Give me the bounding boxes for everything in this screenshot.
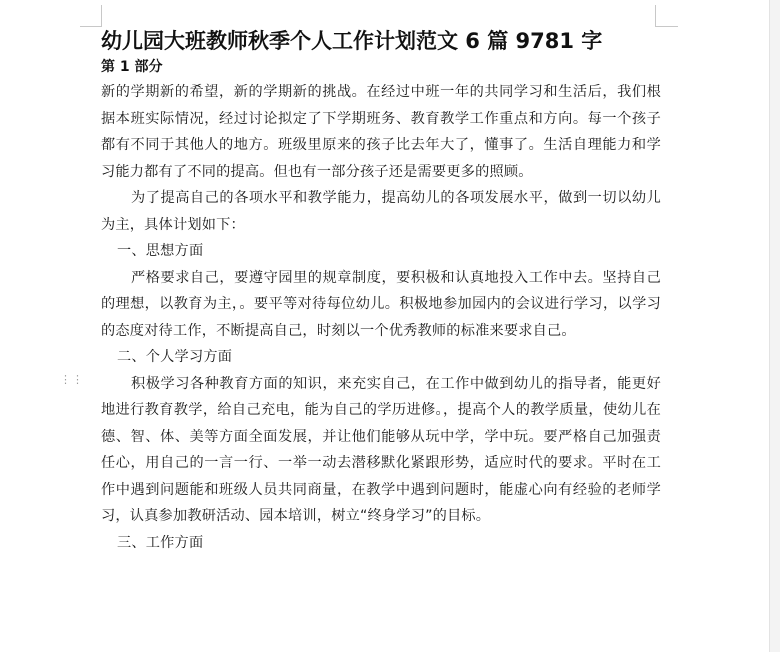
crop-mark-left-horizontal — [80, 26, 101, 27]
vertical-scrollbar[interactable] — [769, 0, 780, 652]
paragraph-intro: 新的学期新的希望，新的学期新的挑战。在经过中班一年的共同学习和生活后，我们根据本班实际情况，经过讨论拟定了下学期班务、教育教学工作重点和方向。每一个孩子都有不同于其他人的地方。班级里原来的孩子比去年大了，懂事了。生活自理能力和学习能力都有了不同的提高。但也有一部分孩子还是需要更多的照顾。 — [101, 84, 661, 180]
heading-work: 三、工作方面 — [117, 534, 204, 551]
paragraph-study: 积极学习各种教育方面的知识，来充实自己，在工作中做到幼儿的指导者，能更好地进行教育教学，给自己充电，能为自己的学历进修。，提高个人的教学质量，使幼儿在德、智、体、美等方面全面发展，并让他们能够从玩中学，学中玩。要严格自己加强责任心，用自己的一言一行、一举一动去潜移默化紧跟形势，适应时代的要求。平时在工作中遇到问题能和班级人员共同商量，在教学中遇到问题时，能虚心向有经验的老师学习，认真参加教研活动、园本培训，树立“终身学习”的目标。 — [101, 375, 661, 524]
heading-thought: 一、思想方面 — [117, 243, 204, 259]
document-body — [101, 27, 661, 556]
paragraph-drag-handle-icon[interactable]: ⋮⋮ — [60, 373, 84, 386]
section-heading: 第 1 部分 — [101, 59, 163, 75]
document-title: 幼儿园大班教师秋季个人工作计划范文 6 篇 9781 字 — [101, 29, 603, 53]
crop-mark-right-vertical — [655, 5, 656, 27]
crop-mark-left-vertical — [101, 5, 102, 27]
paragraph-plan: 为了提高自己的各项水平和教学能力，提高幼儿的各项发展水平，做到一切以幼儿为主，具体计划如下： — [101, 190, 661, 233]
heading-study: 二、个人学习方面 — [117, 349, 233, 365]
paragraph-thought: 严格要求自己，要遵守园里的规章制度，要积极和认真地投入工作中去。坚持自己的理想，以教育为主，。要平等对待每位幼儿。积极地参加园内的会议进行学习，以学习的态度对待工作，不断提高自己，时刻以一个优秀教师的标准来要求自己。 — [101, 269, 661, 339]
